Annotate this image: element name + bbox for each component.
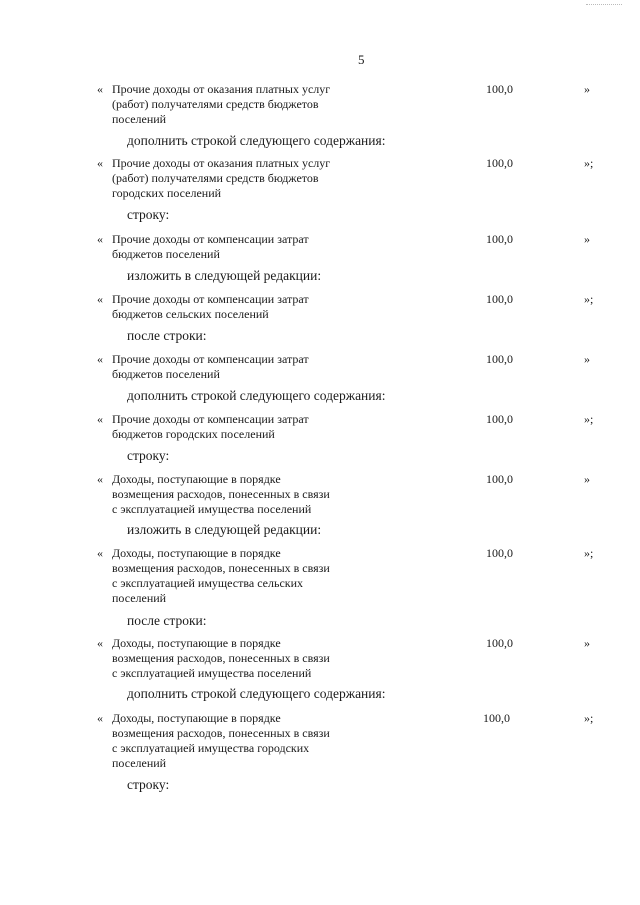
open-quote: « [97, 472, 103, 486]
row-description: Прочие доходы от оказания платных услуг (работ) получателями средств бюджетов городских поселений [112, 156, 331, 200]
row-description: Прочие доходы от компенсации затрат бюджетов сельских поселений [112, 292, 309, 321]
close-quote: »; [584, 156, 594, 170]
row-description: Доходы, поступающие в порядке возмещения расходов, понесенных в связи с эксплуатацией имущества городских поселений [112, 711, 330, 770]
instruction-text: изложить в следующей редакции: [127, 522, 322, 537]
row-description: Доходы, поступающие в порядке возмещения расходов, понесенных в связи с эксплуатацией имущества сельских поселений [112, 546, 330, 605]
row-amount: 100,0 [486, 472, 513, 486]
row-description: Прочие доходы от компенсации затрат бюджетов поселений [112, 232, 309, 261]
instruction-text: дополнить строкой следующего содержания: [127, 133, 386, 148]
row-description: Прочие доходы от оказания платных услуг (работ) получателями средств бюджетов поселений [112, 82, 331, 126]
row-description: Прочие доходы от компенсации затрат бюджетов городских поселений [112, 412, 309, 441]
open-quote: « [97, 412, 103, 426]
instruction-text: строку: [127, 207, 170, 222]
row-amount: 100,0 [486, 412, 513, 426]
row-amount: 100,0 [486, 546, 513, 560]
open-quote: « [97, 82, 103, 96]
row-description: Доходы, поступающие в порядке возмещения расходов, понесенных в связи с эксплуатацией имущества поселений [112, 472, 330, 516]
close-quote: »; [584, 711, 594, 725]
open-quote: « [97, 352, 103, 366]
row-amount: 100,0 [486, 232, 513, 246]
instruction-text: изложить в следующей редакции: [127, 268, 322, 283]
instruction-text: после строки: [127, 328, 207, 343]
row-amount: 100,0 [486, 636, 513, 650]
close-quote: » [584, 232, 590, 246]
page-number: 5 [358, 52, 365, 67]
row-amount: 100,0 [486, 352, 513, 366]
close-quote: »; [584, 412, 594, 426]
open-quote: « [97, 546, 103, 560]
close-quote: » [584, 636, 590, 650]
close-quote: »; [584, 546, 594, 560]
scan-artifact [586, 4, 622, 6]
open-quote: « [97, 292, 103, 306]
row-description: Прочие доходы от компенсации затрат бюджетов поселений [112, 352, 309, 381]
close-quote: » [584, 472, 590, 486]
open-quote: « [97, 636, 103, 650]
instruction-text: дополнить строкой следующего содержания: [127, 686, 386, 701]
row-amount: 100,0 [486, 292, 513, 306]
instruction-text: строку: [127, 777, 170, 792]
open-quote: « [97, 711, 103, 725]
instruction-text: дополнить строкой следующего содержания: [127, 388, 386, 403]
open-quote: « [97, 232, 103, 246]
open-quote: « [97, 156, 103, 170]
row-amount: 100,0 [483, 711, 510, 725]
row-amount: 100,0 [486, 82, 513, 96]
close-quote: »; [584, 292, 594, 306]
instruction-text: строку: [127, 448, 170, 463]
row-description: Доходы, поступающие в порядке возмещения расходов, понесенных в связи с эксплуатацией имущества поселений [112, 636, 330, 680]
close-quote: » [584, 352, 590, 366]
row-amount: 100,0 [486, 156, 513, 170]
instruction-text: после строки: [127, 613, 207, 628]
close-quote: » [584, 82, 590, 96]
